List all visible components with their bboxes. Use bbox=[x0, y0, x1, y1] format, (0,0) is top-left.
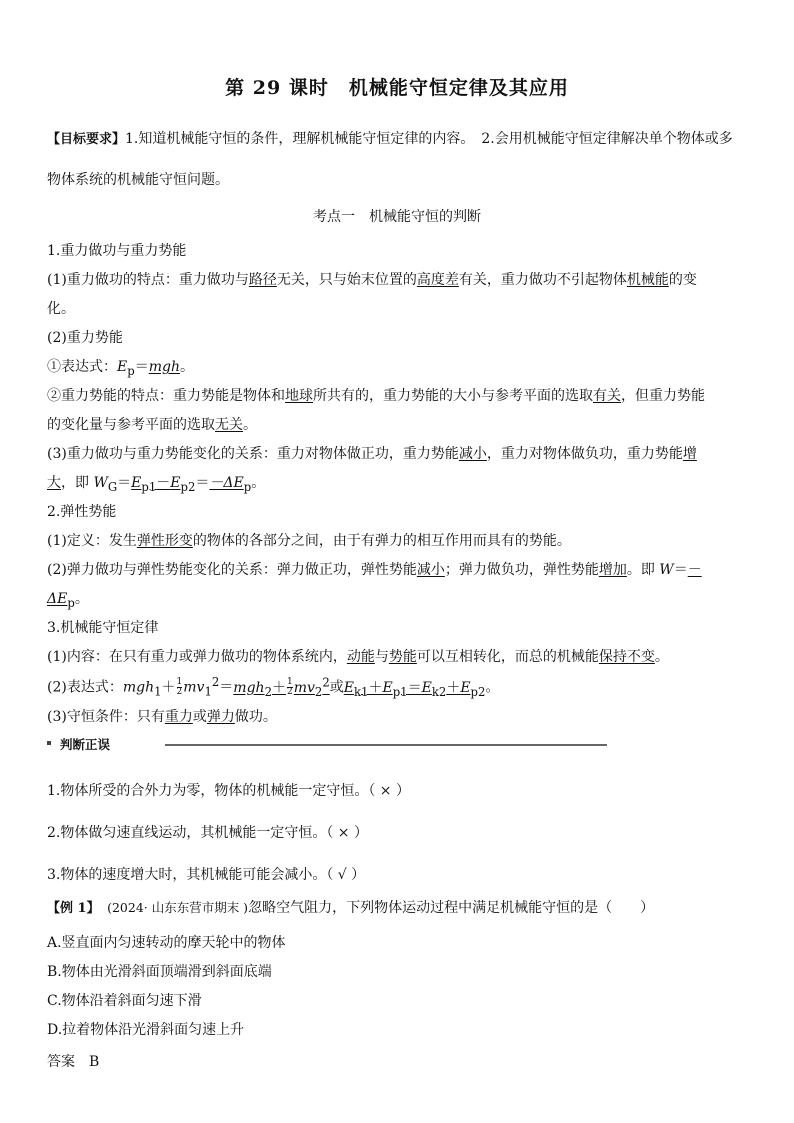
s3-p1: (1)内容：在只有重力或弹力做功的物体系统内，动能与势能可以互相转化，而总的机械能保持不变。 bbox=[47, 649, 669, 665]
option-c: C.物体沿着斜面匀速下滑 bbox=[47, 993, 202, 1009]
s1-p4: ②重力势能的特点：重力势能是物体和地球所共有的，重力势能的大小与参考平面的选取有关，但重力势能 bbox=[47, 388, 705, 404]
goal-text-1: 1.知道机械能守恒的条件，理解机械能守恒定律的内容。 2.会用机械能守恒定律解决单个物体或多 bbox=[125, 131, 733, 147]
goal-line-2: 物体系统的机械能守恒问题。 bbox=[47, 172, 229, 188]
s1-p1-cont: 化。 bbox=[47, 301, 75, 317]
fraction-half-2: $\frac{1}{2}$ bbox=[286, 677, 293, 698]
example-tag: 【例 1】 bbox=[47, 901, 94, 916]
judge-label: 判断正误 bbox=[60, 737, 111, 752]
s3-p2-formula: (2)表达式：mgh$_1$＋ $\frac{1}{2}$ $mv_1^2=mgh_2+$ $\frac{1}{2}$ $mv_2^2$或$E_{k1}+E_{p1}=E_{k2}+E_{p2}$。 bbox=[47, 675, 500, 699]
goal-line-1 bbox=[47, 128, 733, 148]
option-b: B.物体由光滑斜面顶端滑到斜面底端 bbox=[47, 964, 272, 980]
judge-item-1: 1.物体所受的合外力为零，物体的机械能一定守恒。（ × ） bbox=[47, 783, 410, 799]
judge-item-2: 2.物体做匀速直线运动，其机械能一定守恒。（ × ） bbox=[47, 825, 368, 841]
square-bullet-icon bbox=[47, 741, 51, 745]
fraction-half-1: $\frac{1}{2}$ bbox=[176, 677, 183, 698]
example-question-text: 忽略空气阻力，下列物体运动过程中满足机械能守恒的是（ ） bbox=[248, 900, 655, 916]
option-d: D.拉着物体沿光滑斜面匀速上升 bbox=[47, 1022, 245, 1038]
s2-p3: $\Delta E_p$。 bbox=[47, 591, 89, 610]
section-title: 考点一 机械能守恒的判断 bbox=[313, 209, 481, 225]
s2-p1: (1)定义：发生弹性形变的物体的各部分之间，由于有弹力的相互作用而具有的势能。 bbox=[47, 533, 571, 549]
s2-heading: 2.弹性势能 bbox=[47, 504, 117, 520]
judge-item-3: 3.物体的速度增大时，其机械能可能会减小。（ √ ） bbox=[47, 867, 366, 883]
s1-p2: (2)重力势能 bbox=[47, 330, 123, 346]
divider-line bbox=[165, 744, 607, 746]
s1-p7: 大，即 $W_G=E_{p1}-E_{p2}=-\Delta E_p$。 bbox=[47, 475, 266, 494]
s1-heading: 1.重力做功与重力势能 bbox=[47, 243, 187, 259]
answer-line bbox=[47, 1051, 99, 1071]
page-title: 第 29 课时 机械能守恒定律及其应用 bbox=[225, 77, 569, 99]
option-a: A.竖直面内匀速转动的摩天轮中的物体 bbox=[47, 935, 286, 951]
s1-p5: 的变化量与参考平面的选取无关。 bbox=[47, 417, 257, 433]
goal-tag: 【目标要求】 bbox=[47, 132, 126, 147]
s1-p6: (3)重力做功与重力势能变化的关系：重力对物体做正功，重力势能减小，重力对物体做负功，重力势能增 bbox=[47, 446, 697, 462]
answer-value: B bbox=[89, 1054, 100, 1070]
s3-heading: 3.机械能守恒定律 bbox=[47, 620, 159, 636]
s3-p3: (3)守恒条件：只有重力或弹力做功。 bbox=[47, 709, 277, 725]
answer-label: 答案 bbox=[47, 1054, 75, 1070]
s1-p3: ①表达式：$E_p=mgh$。 bbox=[47, 359, 194, 378]
example-question bbox=[47, 897, 654, 917]
judge-divider bbox=[47, 736, 607, 752]
s1-p1: (1)重力做功的特点：重力做功与路径无关，只与始末位置的高度差有关，重力做功不引起物体机械能的变 bbox=[47, 272, 697, 288]
example-source: (2024· 山东东营市期末 ) bbox=[107, 900, 249, 915]
s2-p2: (2)弹力做功与弹性势能变化的关系：弹力做正功，弹性势能减小；弹力做负功，弹性势能增加。即 W＝－ bbox=[47, 562, 702, 578]
